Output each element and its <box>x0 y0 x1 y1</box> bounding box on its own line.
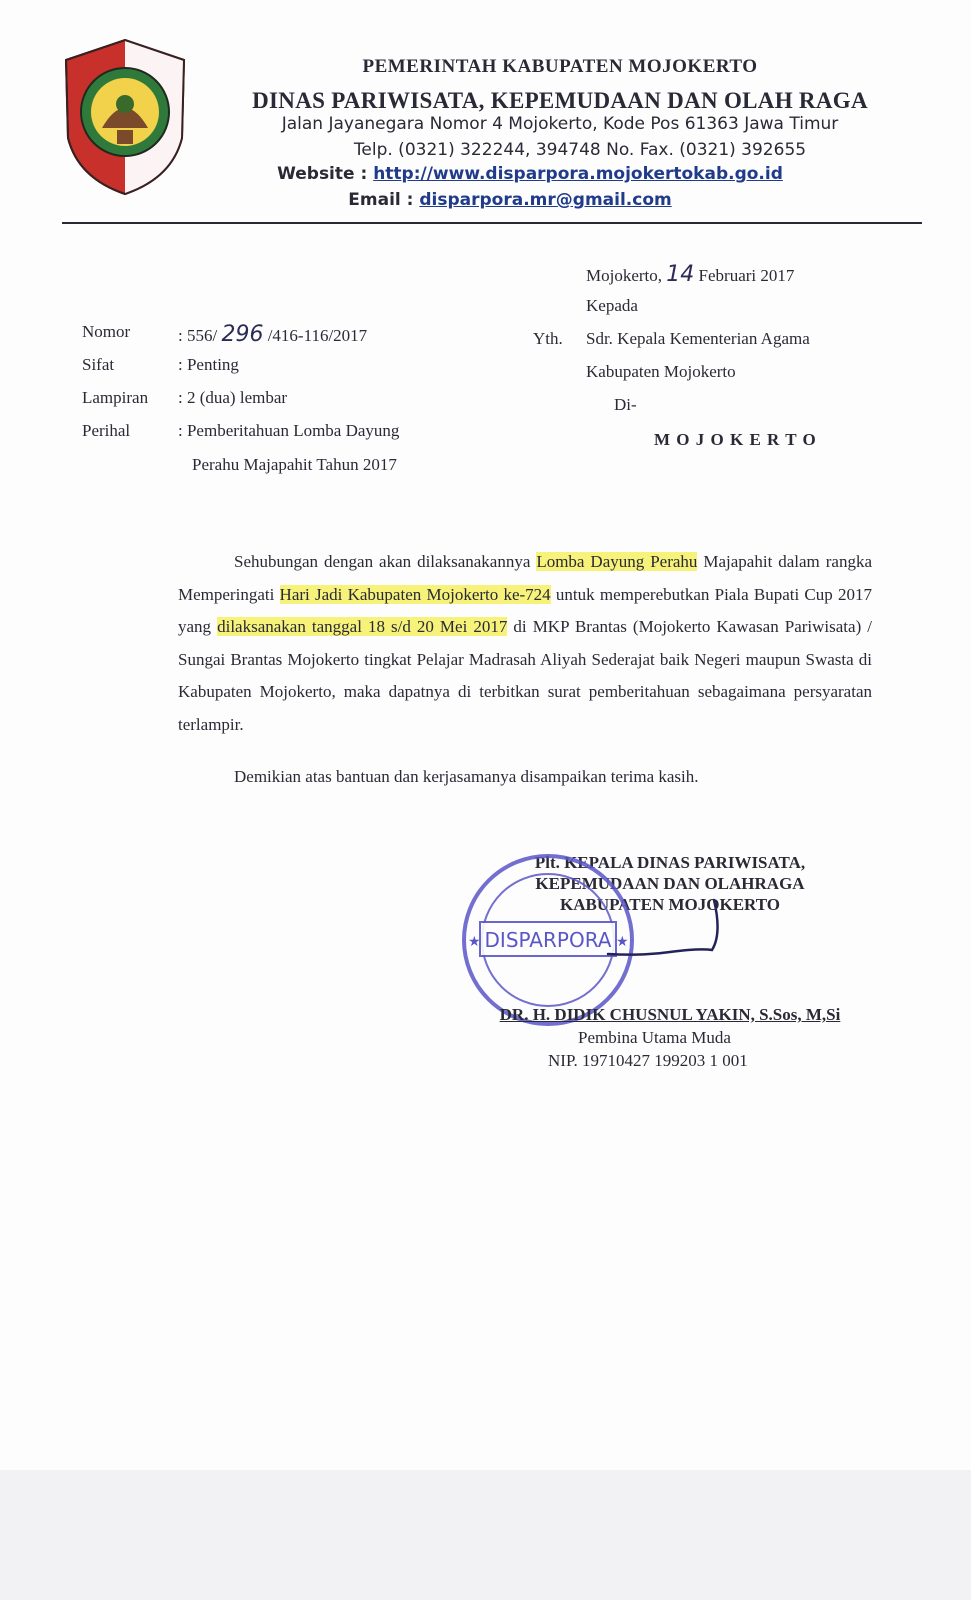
recipient-yth: Yth. <box>533 329 563 348</box>
date-day-handwritten: 14 <box>666 262 695 287</box>
body-text-segment: Sehubungan dengan akan dilaksanakannya <box>234 552 531 571</box>
perihal-label: Perihal <box>82 421 131 440</box>
highlight-date: dilaksanakan tanggal 18 s/d 20 Mei 2017 <box>217 617 508 636</box>
handwritten-signature <box>600 890 740 970</box>
nomor-label: Nomor <box>82 322 131 341</box>
sifat-value: : Penting <box>178 355 239 374</box>
highlight-event: Lomba Dayung Perahu <box>536 552 698 571</box>
nomor-value <box>178 322 367 347</box>
body-text-segment: Majapahit dalam rangka Memperingati <box>178 552 872 604</box>
signature-title-line2: KEPEMUDAAN DAN OLAHRAGA <box>535 874 805 893</box>
date-city: Mojokerto, <box>586 266 663 285</box>
body-paragraph-2: Demikian atas bantuan dan kerjasamanya disampaikan terima kasih. <box>234 767 699 786</box>
recipient-city: M O J O K E R T O <box>654 430 817 449</box>
lampiran-label: Lampiran <box>82 388 149 407</box>
email-label: Email : <box>348 190 414 210</box>
highlight-anniversary: Hari Jadi Kabupaten Mojokerto ke-724 <box>279 584 551 604</box>
recipient-kepada: Kepada <box>586 296 638 315</box>
nomor-prefix: : 556/ <box>178 326 218 345</box>
nomor-suffix: /416-116/2017 <box>267 326 368 345</box>
nomor-handwritten: 296 <box>221 322 264 347</box>
svg-text:★: ★ <box>616 934 629 950</box>
letterhead-email <box>130 190 890 210</box>
letterhead-office: DINAS PARIWISATA, KEPEMUDAAN DAN OLAH RAGA <box>252 88 868 113</box>
signatory-name: DR. H. DIDIK CHUSNUL YAKIN, S.Sos, M,Si <box>499 1005 841 1024</box>
lampiran-value: : 2 (dua) lembar <box>178 388 288 407</box>
letter-body <box>178 546 872 794</box>
recipient-di: Di- <box>614 395 637 414</box>
sifat-label: Sifat <box>82 355 115 374</box>
body-text-segment: untuk memperebutkan Piala Bupati Cup 2017 yang <box>178 584 872 636</box>
recipient-line1: Sdr. Kepala Kementerian Agama <box>586 329 810 348</box>
signature-title-line3: KABUPATEN MOJOKERTO <box>560 895 780 914</box>
email-link[interactable]: disparpora.mr@gmail.com <box>419 190 672 210</box>
stamp-text: DISPARPORA <box>484 928 612 952</box>
signature-title-line1: Plt. KEPALA DINAS PARIWISATA, <box>534 853 806 872</box>
letterhead-divider <box>62 222 922 224</box>
signatory-rank: Pembina Utama Muda <box>578 1028 731 1047</box>
letterhead-phone: Telp. (0321) 322244, 394748 No. Fax. (0321) 392655 <box>353 140 807 160</box>
letterhead-government: PEMERINTAH KABUPATEN MOJOKERTO <box>362 56 758 77</box>
perihal-value-line1: : Pemberitahuan Lomba Dayung <box>178 421 400 440</box>
website-link[interactable]: http://www.disparpora.mojokertokab.go.id <box>373 164 783 184</box>
body-paragraph-1 <box>178 546 872 741</box>
perihal-value-line2: Perahu Majapahit Tahun 2017 <box>192 455 397 474</box>
body-text-segment: di MKP Brantas (Mojokerto Kawasan Pariwisata) / Sungai Brantas Mojokerto tingkat Pelajar Madrasah Aliyah Sederajat baik Negeri maupun Swasta di Kabupaten Mojokerto, maka dapatnya di terbitkan surat pemberitahuan sebagaimana persyaratan terlampir. <box>178 617 872 734</box>
date-rest: Februari 2017 <box>698 266 795 285</box>
letter-date <box>586 262 794 287</box>
website-label: Website : <box>277 164 368 184</box>
signatory-nip: NIP. 19710427 199203 1 001 <box>548 1051 748 1070</box>
letterhead-address: Jalan Jayanegara Nomor 4 Mojokerto, Kode Pos 61363 Jawa Timur <box>281 114 839 134</box>
svg-text:★: ★ <box>468 934 481 950</box>
letterhead-website <box>150 164 910 184</box>
recipient-line2: Kabupaten Mojokerto <box>586 362 736 381</box>
